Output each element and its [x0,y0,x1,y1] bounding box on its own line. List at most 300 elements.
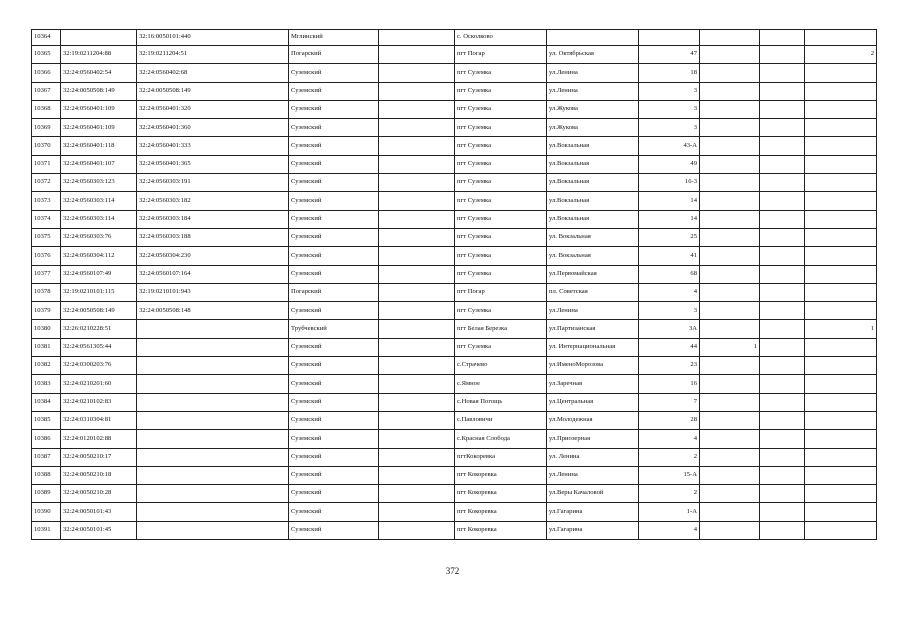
settlement-cell [379,64,455,82]
object-cadastral-number-cell [137,466,289,484]
district-cell: Суземский [289,448,379,466]
object-cadastral-number-cell: 32:24:0560401:360 [137,119,289,137]
table-row [32,119,877,137]
apartment-cell [805,137,877,155]
cadastral-number-cell: 32:24:0050101:43 [61,503,137,521]
row-number-cell: 10364 [32,30,61,46]
building-cell [700,503,760,521]
street-cell: ул.Заречная [547,375,639,393]
street-cell: ул.Ленина [547,302,639,320]
letter-cell [760,448,805,466]
district-cell: Суземский [289,210,379,228]
house-number-cell: 41 [639,247,700,265]
locality-cell: пгт Суземка [455,119,547,137]
locality-cell: пгт Суземка [455,174,547,192]
apartment-cell [805,521,877,539]
table-row [32,228,877,246]
house-number-cell: 4 [639,521,700,539]
row-number-cell: 10380 [32,320,61,338]
street-cell: ул.Веры Качаловой [547,485,639,503]
row-number-cell: 10376 [32,247,61,265]
row-number-cell: 10374 [32,210,61,228]
row-number-cell: 10381 [32,338,61,356]
district-cell: Суземский [289,228,379,246]
object-cadastral-number-cell [137,411,289,429]
object-cadastral-number-cell: 32:19:0210101:943 [137,283,289,301]
row-number-cell: 10383 [32,375,61,393]
cadastral-number-cell: 32:24:0561305:44 [61,338,137,356]
table-row [32,64,877,82]
street-cell: ул.Центральная [547,393,639,411]
cadastral-number-cell: 32:24:0560401:107 [61,155,137,173]
street-cell: ул. Октябрьская [547,46,639,64]
building-cell [700,393,760,411]
object-cadastral-number-cell [137,503,289,521]
settlement-cell [379,393,455,411]
locality-cell: пгтКокоревка [455,448,547,466]
cadastral-number-cell: 32:24:0560107:49 [61,265,137,283]
apartment-cell [805,448,877,466]
street-cell: ул.Молодежная [547,411,639,429]
table-row [32,430,877,448]
table-row [32,357,877,375]
street-cell: ул.ИменоМорозова [547,357,639,375]
building-cell [700,100,760,118]
cadastral-number-cell: 32:24:0560304:112 [61,247,137,265]
locality-cell: с.Павловичи [455,411,547,429]
cadastral-number-cell: 32:24:0210201:60 [61,375,137,393]
locality-cell: пгт Суземка [455,137,547,155]
house-number-cell: 16 [639,375,700,393]
street-cell: ул.Ленина [547,466,639,484]
letter-cell [760,302,805,320]
building-cell [700,302,760,320]
object-cadastral-number-cell: 32:24:0560303:188 [137,228,289,246]
object-cadastral-number-cell: 32:24:0560304:230 [137,247,289,265]
row-number-cell: 10389 [32,485,61,503]
row-number-cell: 10368 [32,100,61,118]
settlement-cell [379,155,455,173]
settlement-cell [379,137,455,155]
street-cell: ул.Жукова [547,119,639,137]
cadastral-number-cell: 32:24:0210102:83 [61,393,137,411]
cadastral-number-cell: 32:24:0050210:17 [61,448,137,466]
street-cell: ул.Вокзальная [547,210,639,228]
locality-cell: пгт Суземка [455,247,547,265]
cadastral-number-cell: 32:24:0560401:109 [61,100,137,118]
letter-cell [760,192,805,210]
cadastral-number-cell: 32:24:0560303:114 [61,192,137,210]
object-cadastral-number-cell [137,320,289,338]
letter-cell [760,466,805,484]
building-cell [700,265,760,283]
settlement-cell [379,247,455,265]
district-cell: Трубчевский [289,320,379,338]
object-cadastral-number-cell: 32:24:0560303:182 [137,192,289,210]
district-cell: Суземский [289,155,379,173]
district-cell: Погарский [289,283,379,301]
table-row [32,393,877,411]
table-row [32,210,877,228]
settlement-cell [379,411,455,429]
locality-cell: пгт Кокоревка [455,503,547,521]
house-number-cell: 14 [639,192,700,210]
settlement-cell [379,503,455,521]
letter-cell [760,338,805,356]
table-row [32,320,877,338]
settlement-cell [379,210,455,228]
letter-cell [760,485,805,503]
apartment-cell [805,100,877,118]
row-number-cell: 10367 [32,82,61,100]
settlement-cell [379,283,455,301]
district-cell: Суземский [289,430,379,448]
district-cell: Суземский [289,247,379,265]
cadastral-number-cell: 32:24:0300203:76 [61,357,137,375]
district-cell: Суземский [289,82,379,100]
house-number-cell: 2 [639,448,700,466]
apartment-cell [805,265,877,283]
street-cell: пл. Советская [547,283,639,301]
house-number-cell: 68 [639,265,700,283]
object-cadastral-number-cell: 32:24:0560401:320 [137,100,289,118]
row-number-cell: 10391 [32,521,61,539]
building-cell [700,375,760,393]
district-cell: Суземский [289,485,379,503]
table-row [32,100,877,118]
row-number-cell: 10390 [32,503,61,521]
settlement-cell [379,192,455,210]
locality-cell: пгт Кокоревка [455,485,547,503]
apartment-cell: 2 [805,46,877,64]
street-cell: ул. Вокзальная [547,228,639,246]
locality-cell: пгт Белая Березка [455,320,547,338]
letter-cell [760,64,805,82]
letter-cell [760,283,805,301]
locality-cell: пгт Кокоревка [455,521,547,539]
cadastral-number-cell: 32:24:0050210:18 [61,466,137,484]
apartment-cell [805,430,877,448]
locality-cell: с.Ямное [455,375,547,393]
letter-cell [760,30,805,46]
building-cell [700,485,760,503]
building-cell [700,64,760,82]
letter-cell [760,119,805,137]
row-number-cell: 10366 [32,64,61,82]
building-cell [700,247,760,265]
object-cadastral-number-cell [137,485,289,503]
settlement-cell [379,30,455,46]
building-cell [700,411,760,429]
house-number-cell: 15-А [639,466,700,484]
building-cell [700,155,760,173]
district-cell: Суземский [289,174,379,192]
district-cell: Суземский [289,192,379,210]
street-cell: ул. Интернациональная [547,338,639,356]
apartment-cell [805,119,877,137]
row-number-cell: 10372 [32,174,61,192]
settlement-cell [379,302,455,320]
house-number-cell: 14 [639,210,700,228]
street-cell: ул. Ленина [547,448,639,466]
settlement-cell [379,430,455,448]
table-row [32,448,877,466]
object-cadastral-number-cell [137,448,289,466]
building-cell [700,119,760,137]
apartment-cell [805,302,877,320]
street-cell: ул.Жукова [547,100,639,118]
locality-cell: пгт Суземка [455,155,547,173]
settlement-cell [379,46,455,64]
apartment-cell [805,393,877,411]
district-cell: Суземский [289,466,379,484]
settlement-cell [379,119,455,137]
table-row [32,247,877,265]
apartment-cell [805,485,877,503]
house-number-cell: 3 [639,119,700,137]
house-number-cell: 3 [639,302,700,320]
table-body [32,30,877,540]
table-row [32,521,877,539]
object-cadastral-number-cell: 32:19:0211204:51 [137,46,289,64]
street-cell [547,30,639,46]
letter-cell [760,137,805,155]
district-cell: Суземский [289,100,379,118]
settlement-cell [379,448,455,466]
settlement-cell [379,357,455,375]
letter-cell [760,82,805,100]
apartment-cell [805,192,877,210]
row-number-cell: 10369 [32,119,61,137]
row-number-cell: 10375 [32,228,61,246]
district-cell: Суземский [289,265,379,283]
building-cell [700,283,760,301]
street-cell: ул.Вокзальная [547,174,639,192]
cadastral-number-cell: 32:24:0120102:88 [61,430,137,448]
table-row [32,155,877,173]
locality-cell: с.Страчево [455,357,547,375]
row-number-cell: 10385 [32,411,61,429]
settlement-cell [379,100,455,118]
table-row [32,46,877,64]
apartment-cell [805,174,877,192]
apartment-cell [805,411,877,429]
house-number-cell: 3А [639,320,700,338]
street-cell: ул.Партизанская [547,320,639,338]
house-number-cell: 49 [639,155,700,173]
locality-cell: пгт Погар [455,283,547,301]
house-number-cell: 18 [639,64,700,82]
locality-cell: пгт Суземка [455,82,547,100]
cadastral-number-cell [61,30,137,46]
cadastral-number-cell: 32:24:0310304:81 [61,411,137,429]
settlement-cell [379,265,455,283]
settlement-cell [379,228,455,246]
object-cadastral-number-cell [137,338,289,356]
locality-cell: пгт Суземка [455,100,547,118]
house-number-cell: 4 [639,283,700,301]
cadastral-number-cell: 32:24:0050101:45 [61,521,137,539]
building-cell [700,521,760,539]
building-cell [700,320,760,338]
cadastral-number-cell: 32:24:0560303:114 [61,210,137,228]
letter-cell [760,357,805,375]
table-row [32,283,877,301]
building-cell [700,192,760,210]
letter-cell [760,503,805,521]
letter-cell [760,46,805,64]
street-cell: ул.Гагарина [547,521,639,539]
object-cadastral-number-cell: 32:24:0050508:148 [137,302,289,320]
letter-cell [760,411,805,429]
apartment-cell [805,466,877,484]
register-table [31,29,877,540]
cadastral-number-cell: 32:24:0050508:149 [61,82,137,100]
object-cadastral-number-cell: 32:24:0560303:191 [137,174,289,192]
table-row [32,466,877,484]
district-cell: Суземский [289,302,379,320]
street-cell: ул.Гагарина [547,503,639,521]
apartment-cell [805,64,877,82]
letter-cell [760,521,805,539]
table-row [32,265,877,283]
table-row [32,137,877,155]
table-row [32,375,877,393]
district-cell: Суземский [289,503,379,521]
table-row [32,174,877,192]
district-cell: Суземский [289,137,379,155]
street-cell: ул.Вокзальная [547,192,639,210]
building-cell: 1 [700,338,760,356]
house-number-cell: 16-3 [639,174,700,192]
settlement-cell [379,375,455,393]
row-number-cell: 10388 [32,466,61,484]
locality-cell: пгт Суземка [455,265,547,283]
house-number-cell: 7 [639,393,700,411]
building-cell [700,137,760,155]
cadastral-number-cell: 32:24:0560401:109 [61,119,137,137]
letter-cell [760,320,805,338]
settlement-cell [379,338,455,356]
house-number-cell: 1-А [639,503,700,521]
district-cell: Погарский [289,46,379,64]
apartment-cell [805,283,877,301]
locality-cell: пгт Суземка [455,64,547,82]
row-number-cell: 10373 [32,192,61,210]
house-number-cell: 47 [639,46,700,64]
cadastral-number-cell: 32:24:0050210:28 [61,485,137,503]
district-cell: Суземский [289,521,379,539]
row-number-cell: 10379 [32,302,61,320]
object-cadastral-number-cell: 32:24:0560107:164 [137,265,289,283]
object-cadastral-number-cell [137,430,289,448]
table-row [32,192,877,210]
house-number-cell: 3 [639,100,700,118]
house-number-cell: 3 [639,82,700,100]
settlement-cell [379,485,455,503]
object-cadastral-number-cell: 32:24:0560401:333 [137,137,289,155]
table-row [32,30,877,46]
cadastral-number-cell: 32:24:0050508:149 [61,302,137,320]
row-number-cell: 10384 [32,393,61,411]
house-number-cell [639,30,700,46]
row-number-cell: 10370 [32,137,61,155]
building-cell [700,228,760,246]
street-cell: ул.Ленина [547,64,639,82]
object-cadastral-number-cell: 32:16:0050101:440 [137,30,289,46]
locality-cell: с.Новая Погощь [455,393,547,411]
letter-cell [760,155,805,173]
district-cell: Суземский [289,338,379,356]
letter-cell [760,375,805,393]
settlement-cell [379,174,455,192]
district-cell: Суземский [289,119,379,137]
district-cell: Мглинский [289,30,379,46]
house-number-cell: 44 [639,338,700,356]
district-cell: Суземский [289,64,379,82]
cadastral-number-cell: 32:26:0210228:51 [61,320,137,338]
letter-cell [760,210,805,228]
house-number-cell: 28 [639,411,700,429]
letter-cell [760,100,805,118]
row-number-cell: 10387 [32,448,61,466]
row-number-cell: 10377 [32,265,61,283]
row-number-cell: 10371 [32,155,61,173]
apartment-cell [805,30,877,46]
locality-cell: с.Красная Слобода [455,430,547,448]
object-cadastral-number-cell: 32:24:0560402:68 [137,64,289,82]
building-cell [700,430,760,448]
locality-cell: пгт Суземка [455,302,547,320]
locality-cell: пгт Суземка [455,210,547,228]
building-cell [700,448,760,466]
page-number: 372 [445,566,460,576]
apartment-cell: 1 [805,320,877,338]
letter-cell [760,174,805,192]
district-cell: Суземский [289,375,379,393]
apartment-cell [805,228,877,246]
house-number-cell: 23 [639,357,700,375]
locality-cell: пгт Кокоревка [455,466,547,484]
settlement-cell [379,82,455,100]
letter-cell [760,393,805,411]
cadastral-number-cell: 32:24:0560402:54 [61,64,137,82]
table-row [32,411,877,429]
apartment-cell [805,338,877,356]
apartment-cell [805,503,877,521]
building-cell [700,30,760,46]
settlement-cell [379,320,455,338]
street-cell: ул.Вокзальная [547,137,639,155]
house-number-cell: 43-А [639,137,700,155]
letter-cell [760,247,805,265]
letter-cell [760,265,805,283]
building-cell [700,466,760,484]
table-row [32,302,877,320]
locality-cell: пгт Погар [455,46,547,64]
table-row [32,82,877,100]
object-cadastral-number-cell [137,393,289,411]
apartment-cell [805,357,877,375]
object-cadastral-number-cell [137,357,289,375]
settlement-cell [379,466,455,484]
cadastral-number-cell: 32:24:0560303:76 [61,228,137,246]
building-cell [700,357,760,375]
settlement-cell [379,521,455,539]
object-cadastral-number-cell: 32:24:0050508:149 [137,82,289,100]
table-row [32,503,877,521]
letter-cell [760,430,805,448]
